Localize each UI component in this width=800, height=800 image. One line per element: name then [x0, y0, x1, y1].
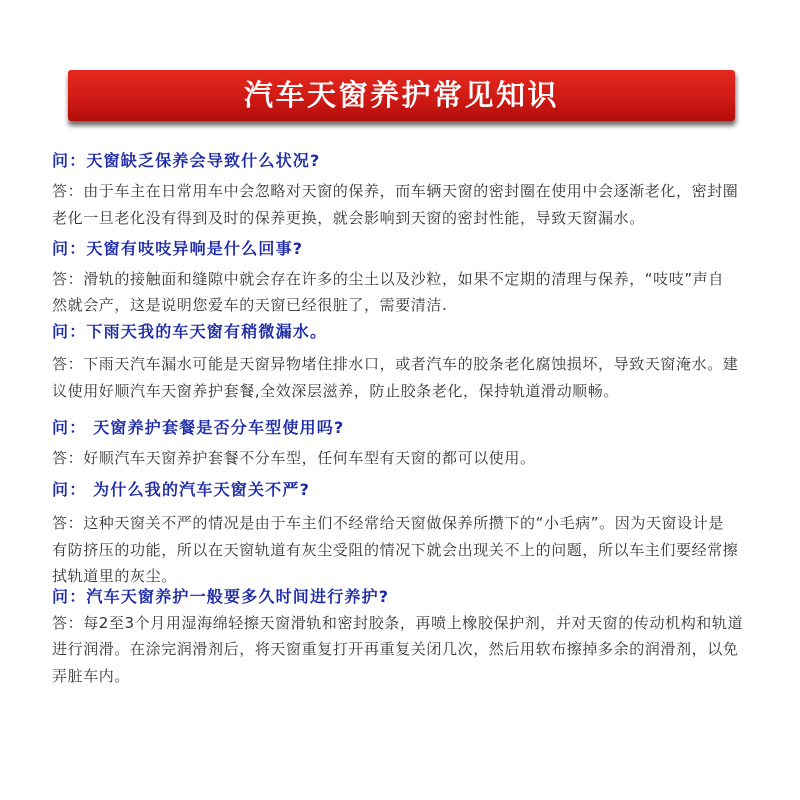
answer-line: 答：好顺汽车天窗养护套餐不分车型，任何车型有天窗的都可以使用。: [52, 449, 536, 467]
question-text: 问：天窗有吱吱异响是什么回事?: [52, 239, 304, 258]
question-text: 问： 天窗养护套餐是否分车型使用吗?: [52, 418, 345, 437]
answer-line: 答：由于车主在日常用车中会忽略对天窗的保养，而车辆天窗的密封圈在使用中会逐渐老化，密封圈: [52, 182, 739, 200]
answer-line: 然就会产，这是说明您爱车的天窗已经很脏了，需要清洁.: [52, 296, 448, 314]
answer-line: 弄脏车内。: [52, 667, 131, 685]
question-text: 问：天窗缺乏保养会导致什么状况?: [52, 151, 321, 170]
answer-line: 老化一旦老化没有得到及时的保养更换，就会影响到天窗的密封性能，导致天窗漏水。: [52, 209, 645, 227]
page-title: 汽车天窗养护常见知识: [243, 78, 559, 112]
answer-line: 答：下雨天汽车漏水可能是天窗异物堵住排水口，或者汽车的胶条老化腐蚀损坏，导致天窗淹水。建: [52, 355, 739, 373]
answer-line: 答：每2至3个月用湿海绵轻擦天窗滑轨和密封胶条，再喷上橡胶保护剂，并对天窗的传动机构和轨道: [52, 614, 744, 632]
answer-line: 答：滑轨的接触面和缝隙中就会存在许多的尘土以及沙粒，如果不定期的清理与保养，“吱吱”声自: [52, 270, 724, 288]
answer-line: 进行润滑。在涂完润滑剂后，将天窗重复打开再重复关闭几次，然后用软布擦掉多余的润滑剂，以免: [52, 640, 739, 658]
answer-line: 拭轨道里的灰尘。: [52, 567, 177, 585]
question-text: 问：汽车天窗养护一般要多久时间进行养护?: [52, 587, 390, 606]
title-banner: [68, 70, 735, 121]
question-text: 问：下雨天我的车天窗有稍微漏水。: [52, 322, 328, 341]
answer-line: 答：这种天窗关不严的情况是由于车主们不经常给天窗做保养所攒下的“小毛病”。因为天窗设计是: [52, 514, 724, 532]
answer-line: 有防挤压的功能，所以在天窗轨道有灰尘受阻的情况下就会出现关不上的问题，所以车主们要经常擦: [52, 541, 739, 559]
answer-line: 议使用好顺汽车天窗养护套餐,全效深层滋养，防止胶条老化，保持轨道滑动顺畅。: [52, 382, 619, 400]
question-text: 问： 为什么我的汽车天窗关不严?: [52, 480, 311, 499]
